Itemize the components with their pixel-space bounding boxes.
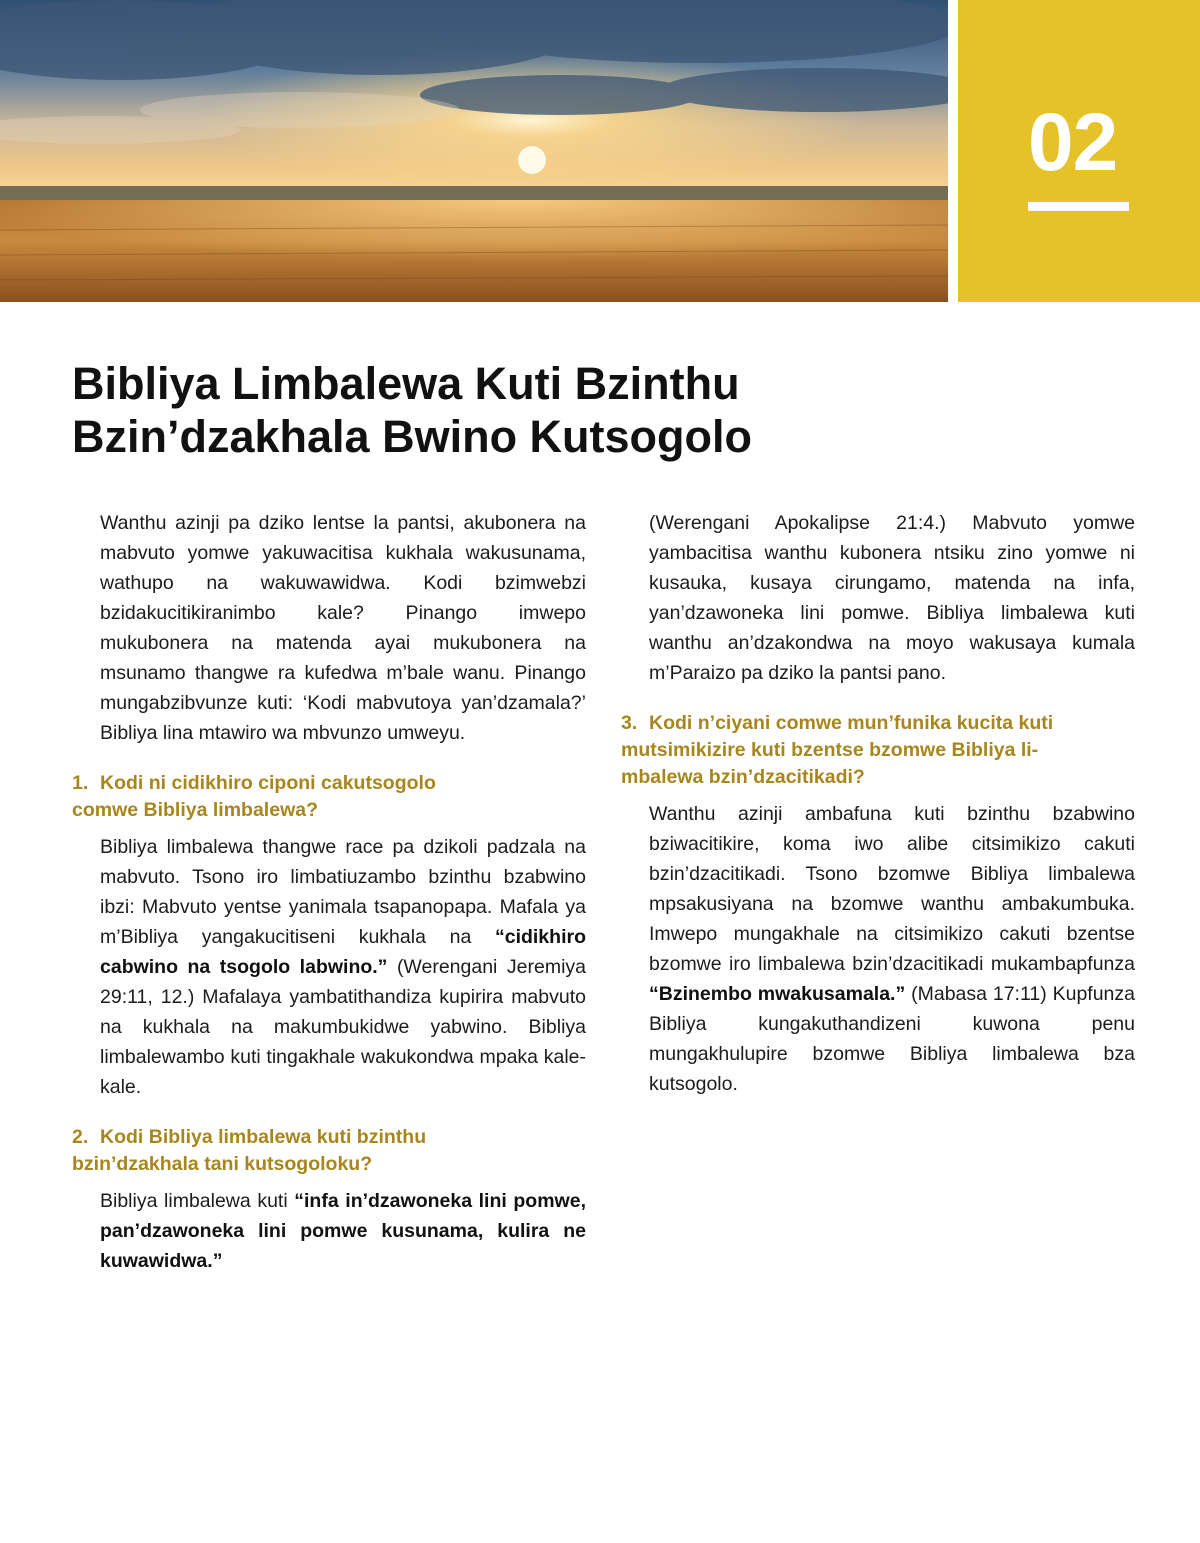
question-3-line-3: mbalewa bzin’dzacitikadi? (621, 766, 865, 788)
question-3-line-2: mutsimikizire kuti bzentse bzomwe Bibliya li- (621, 739, 1039, 761)
chapter-number: 02 (1028, 97, 1118, 188)
wheat-field-sunset-photo (0, 0, 948, 302)
question-1-number: 1. (72, 772, 89, 794)
chapter-number-underline (1028, 202, 1129, 211)
answer-1-text-b: (Werengani Jeremiya 29:11, 12.) Mafalaya yambatithandiza kupirira mabvuto na kukhala na makumbukidwe yabwino. Bibliya limbalewambo kuti tingakhale wakukondwa mpaka kale-kale. (100, 956, 586, 1098)
answer-2-quote: “infa in’dzawoneka lini pomwe, pan’dzawoneka lini pomwe kusunama, kulira ne kuwawidwa.” (100, 1190, 586, 1272)
chapter-badge (958, 0, 1200, 302)
answer-3-quote: “Bzinembo mwakusamala.” (649, 983, 906, 1005)
page-title (72, 357, 932, 463)
question-3-line-1: Kodi n’ciyani comwe mun’funika kucita kuti (649, 712, 1054, 734)
question-1-line-1: Kodi ni cidikhiro ciponi cakutsogolo (100, 772, 436, 794)
hero-photo (0, 0, 948, 302)
right-column (621, 508, 1135, 1099)
answer-1 (72, 832, 586, 1102)
answer-2-start (72, 1186, 586, 1276)
intro-paragraph: Wanthu azinji pa dziko lentse la pantsi, akubonera na mabvuto yomwe yakuwacitisa kukhala wakusunama, wathupo na wakuwawidwa. Kodi bzimwebzi bzidakucitikiranimbo kale? Pinango imwepo mukubonera na matenda ayai mukubonera na msunamo thangwe ra kufedwa m’bale wanu. Pinango mungabzibvunze kuti: ‘Kodi mabvutoya yan’dzamala?’ Bibliya lina mtawiro wa mbvunzo umweyu. (100, 512, 586, 744)
answer-3-text-a: Wanthu azinji ambafuna kuti bzinthu bzabwino bziwacitikire, koma iwo alibe citsimikizo cakuti bzin’dzacitikadi. Tsono bzomwe Bibliya limbalewa mpsakusiyana na bzomwe wanthu ambakumbuka. Imwepo mungakhale na citsimikizo cakuti bzentse bzomwe iro limbalewa bzin’dzacitikadi mukambapfunza (649, 803, 1135, 975)
page-title-line-1: Bibliya Limbalewa Kuti Bzinthu (72, 358, 740, 409)
left-column (72, 508, 586, 1276)
answer-2-text-a: Bibliya limbalewa kuti (100, 1190, 295, 1212)
answer-3-text-b: (Mabasa 17:11) Kupfunza Bibliya kungakuthandizeni kuwona penu mungakhulupire bzomwe Bibliya limbalewa bza kutsogolo. (649, 983, 1135, 1095)
question-1-line-2: comwe Bibliya limbalewa? (72, 799, 318, 821)
answer-1-text-a: Bibliya limbalewa thangwe race pa dzikoli padzala na mabvuto. Tsono iro limbatiuzambo bzinthu bzabwino ibzi: Mabvuto yentse yanimala tsapanopapa. Mafala ya m’Bibliya yangakucitiseni kukhala na (100, 836, 586, 948)
question-1 (72, 770, 586, 824)
question-3-number: 3. (621, 712, 638, 734)
answer-3 (621, 799, 1135, 1099)
question-2 (72, 1124, 586, 1178)
question-3 (621, 710, 1135, 791)
page-title-line-2: Bzin’dzakhala Bwino Kutsogolo (72, 411, 753, 462)
answer-2-continued (621, 508, 1135, 688)
answer-1-quote: “cidikhiro cabwino na tsogolo labwino.” (100, 926, 586, 978)
question-2-line-2: bzin’dzakhala tani kutsogoloku? (72, 1153, 373, 1175)
answer-2-text-b: (Werengani Apokalipse 21:4.) Mabvuto yomwe yambacitisa wanthu kubonera ntsiku zino yomwe ni kusauka, kusaya cirungamo, matenda na infa, yan’dzawoneka lini pomwe. Bibliya limbalewa kuti wanthu an’dzakondwa na moyo wakusaya kumala m’Paraizo pa dziko la pantsi pano. (649, 512, 1135, 684)
question-2-line-1: Kodi Bibliya limbalewa kuti bzinthu (100, 1126, 427, 1148)
question-2-number: 2. (72, 1126, 89, 1148)
